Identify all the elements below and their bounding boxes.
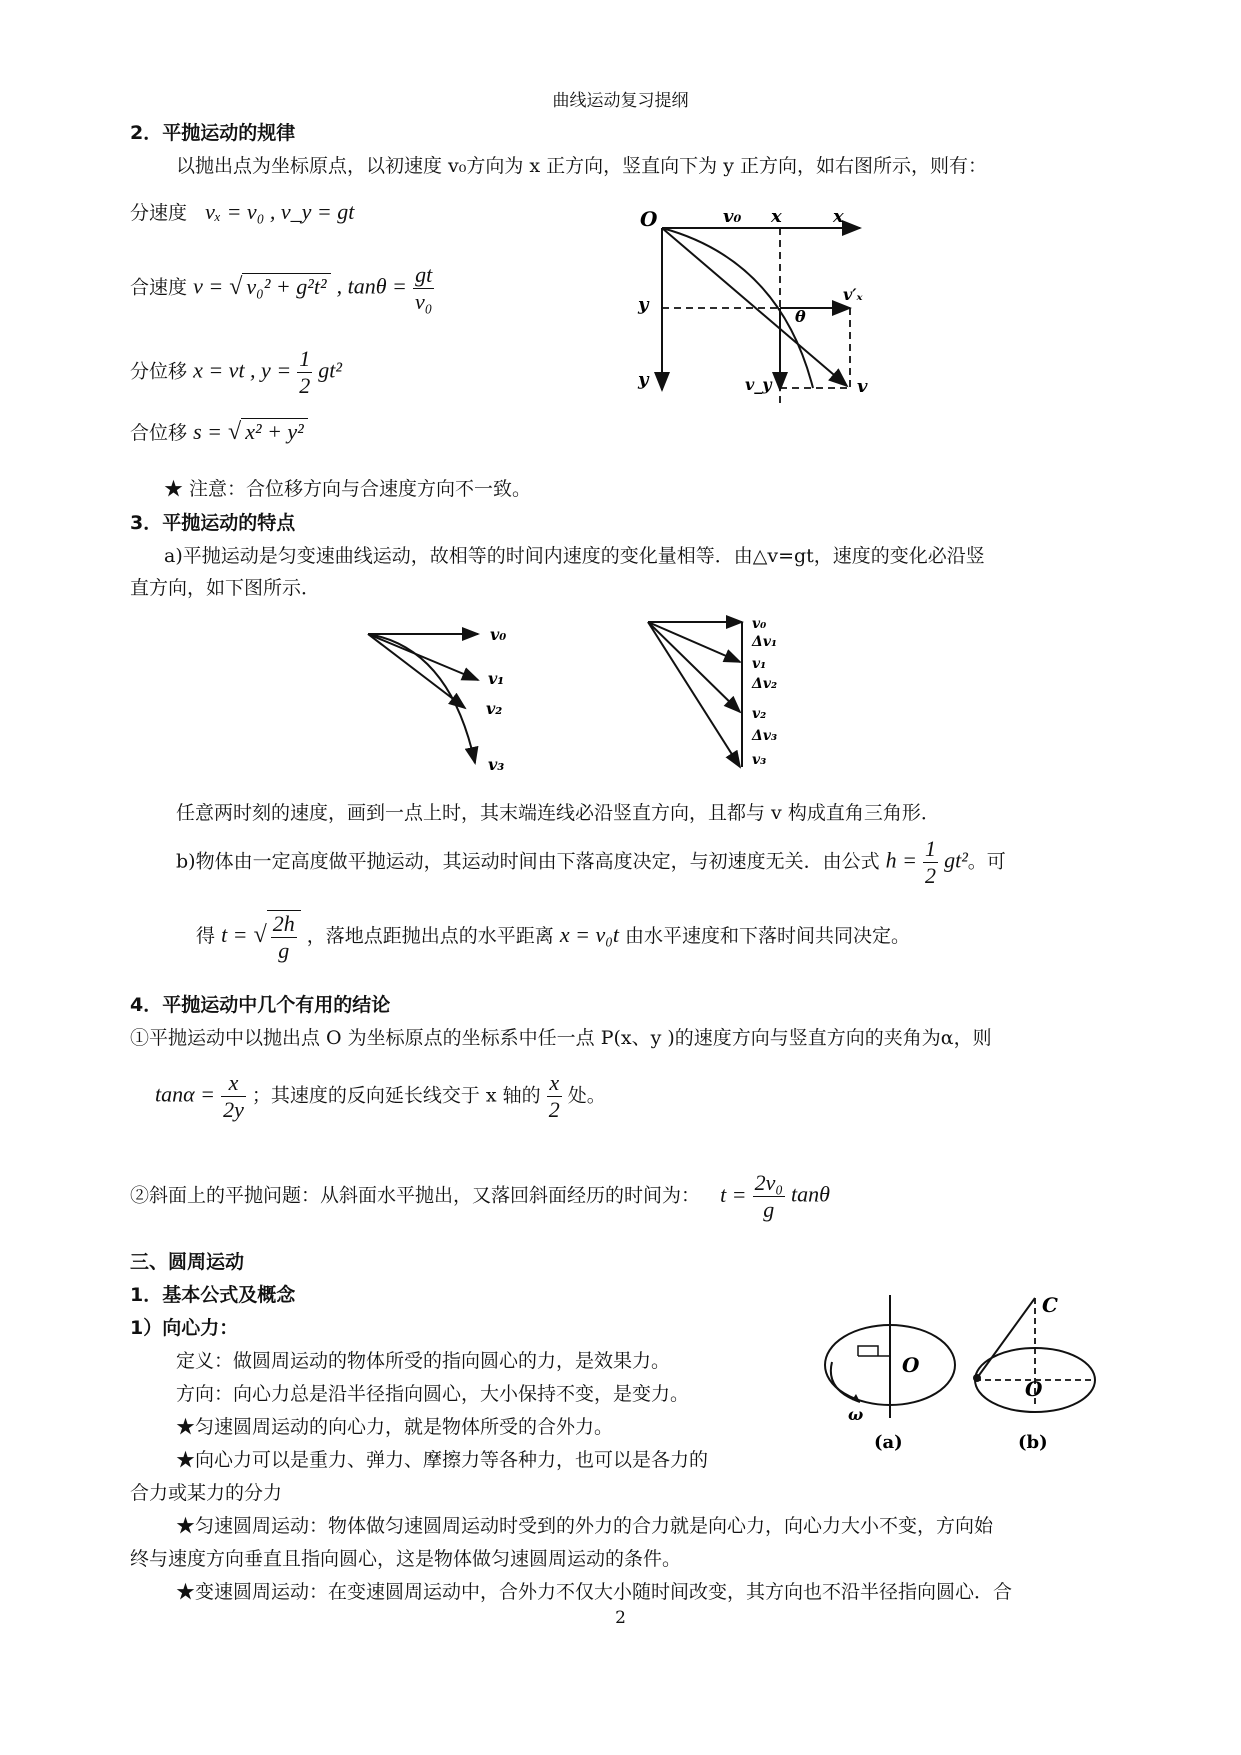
label-v0: v₀	[490, 625, 507, 644]
formula-label: 合位移	[130, 422, 188, 444]
page-header: 曲线运动复习提纲	[552, 91, 689, 111]
formula-label: 分位移	[130, 360, 188, 383]
fraction: $\frac{gt}{\text{v₀}}$	[414, 262, 433, 314]
paragraph-after-figure: 任意两时刻的速度，画到一点上时，其末端连线必沿竖直方向，且都与 v 构成直角三角形．	[176, 802, 940, 824]
label-dv3: Δv₃	[752, 728, 778, 744]
page-number: 2	[615, 1608, 626, 1628]
fraction: $\frac{x}{2}$	[548, 1070, 560, 1122]
note-line: ★ 注意：合位移方向与合速度方向不一致。	[164, 478, 532, 500]
fraction: $\frac{2h}{g}$	[272, 911, 295, 963]
definition-line: 定义：做圆周运动的物体所受的指向圆心的力，是效果力。	[176, 1350, 671, 1372]
formula-velocity-components	[130, 198, 354, 225]
conclusion-1: ①平抛运动中以抛出点 O 为坐标原点的坐标系中任一点 P(x、y )的速度方向与竖直方向的夹角为α，则	[130, 1027, 992, 1049]
formula-expr: gt²	[318, 357, 342, 383]
paragraph-b-line2: 得 t = √ $\frac{2h}{g}$ ，落地点距抛出点的水平距离 x = v₀t 由水平速度和下落时间共同决定。	[196, 911, 911, 963]
fraction: $\frac{x}{2y}$	[223, 1070, 244, 1122]
paragraph-b-line1: b)物体由一定高度做平抛运动，其运动时间由下落高度决定，与初速度无关．由公式 h = $\frac{1}{2}$ gt²。可	[176, 836, 1006, 888]
label-vy: v_y	[745, 375, 772, 394]
formula-expr: t =	[221, 922, 248, 948]
caption-a: (a)	[874, 1432, 903, 1453]
formula-expr: h =	[885, 847, 917, 873]
formula-label: 分速度	[130, 202, 188, 224]
formula-expr: tanθ	[791, 1181, 830, 1207]
velocity-vectors-figure-left	[360, 618, 560, 778]
subsection-1-title: 1．基本公式及概念	[130, 1284, 296, 1306]
conclusion-1-formula: tanα = $\frac{x}{2y}$ ；其速度的反向延长线交于 x 轴的 $\frac{x}{2}$ 处。	[155, 1070, 606, 1122]
star-line-4: ★变速圆周运动：在变速圆周运动中，合外力不仅大小随时间改变，其方向也不沿半径指向圆心．合	[176, 1581, 1013, 1603]
formula-expr: vₓ = v₀ , v_y = gt	[205, 199, 355, 224]
paragraph-a-line2: 直方向，如下图所示．	[130, 577, 321, 599]
label-omega: ω	[848, 1405, 864, 1424]
label-c: C	[1042, 1293, 1058, 1317]
sqrt-expr: v₀² + g²t²	[242, 273, 330, 300]
formula-expr: gt²	[944, 847, 968, 873]
star-line-3-cont: 终与速度方向垂直且指向圆心，这是物体做匀速圆周运动的条件。	[130, 1548, 682, 1570]
formula-expr: , tanθ =	[336, 273, 407, 299]
formula-expr: t =	[720, 1181, 747, 1207]
fraction: $\frac{\text{2v₀}}{g}$	[754, 1170, 783, 1222]
label-y-point: y	[638, 294, 649, 315]
circular-motion-figure	[820, 1290, 1110, 1460]
label-v0: v₀	[752, 616, 767, 632]
label-center-a: O	[902, 1353, 920, 1377]
label-dv1: Δv₁	[752, 634, 778, 650]
conclusion-2: ②斜面上的平抛问题：从斜面水平抛出，又落回斜面经历的时间为： t = $\frac{\text{2v₀}}{g}$ tanθ	[130, 1170, 830, 1222]
label-v0: v₀	[723, 206, 742, 227]
label-theta: θ	[795, 307, 806, 326]
section-3-title: 3．平抛运动的特点	[130, 512, 296, 534]
section-4-title: 4．平抛运动中几个有用的结论	[130, 994, 391, 1016]
formula-expr: tanα =	[155, 1081, 216, 1107]
projectile-coordinate-figure	[635, 200, 885, 410]
formula-resultant-displacement: 合位移 s = √ x² + y²	[130, 418, 308, 446]
caption-b: (b)	[1018, 1432, 1048, 1453]
paragraph-a-line1: a)平抛运动是匀变速曲线运动，故相等的时间内速度的变化量相等．由△v=gt，速度的变化必沿竖	[164, 545, 985, 567]
formula-resultant-velocity: 合速度 v = √ v₀² + g²t² , tanθ = $\frac{gt}{\text{v₀}}$	[130, 262, 433, 314]
label-v: v	[857, 376, 868, 397]
label-v1: v₁	[488, 669, 505, 688]
star-line-3: ★匀速圆周运动：物体做匀速圆周运动时受到的外力的合力就是向心力，向心力大小不变，方向始	[176, 1515, 994, 1537]
label-y-axis: y	[638, 369, 649, 390]
chapter-3-title: 三、圆周运动	[130, 1251, 245, 1273]
label-dv2: Δv₂	[752, 676, 778, 692]
velocity-triangle-figure-right	[640, 612, 810, 777]
label-v2: v₂	[752, 706, 767, 722]
direction-line: 方向：向心力总是沿半径指向圆心，大小保持不变，是变力。	[176, 1383, 690, 1405]
label-vx-prime: v′ₓ	[843, 285, 863, 304]
star-line-1: ★匀速圆周运动的向心力，就是物体所受的合外力。	[176, 1416, 614, 1438]
star-line-2: ★向心力可以是重力、弹力、摩擦力等各种力，也可以是各力的	[176, 1449, 709, 1471]
formula-displacement-components	[130, 346, 342, 399]
section-2-intro: 以抛出点为坐标原点，以初速度 v₀方向为 x 正方向，竖直向下为 y 正方向，如右图所示，则有：	[176, 155, 987, 177]
star-line-2-cont: 合力或某力的分力	[130, 1482, 283, 1504]
fraction: $\frac{1}{2}$	[925, 836, 937, 888]
sqrt-expr: x² + y²	[241, 418, 308, 445]
label-v2: v₂	[486, 699, 503, 718]
label-v1: v₁	[752, 656, 767, 672]
section-2-title: 2．平抛运动的规律	[130, 122, 296, 144]
formula-expr: s =	[193, 419, 222, 444]
formula-expr: x = v₀t	[559, 922, 619, 948]
subsection-centripetal-title: 1）向心力：	[130, 1317, 239, 1339]
label-origin: O	[640, 207, 658, 231]
label-v3: v₃	[488, 755, 505, 774]
label-center-b: O	[1025, 1377, 1043, 1401]
formula-expr: v =	[193, 273, 224, 299]
label-x-point: x	[771, 206, 782, 227]
label-x-axis: x	[833, 206, 844, 227]
formula-label: 合速度	[130, 276, 188, 299]
label-v3: v₃	[752, 752, 767, 768]
fraction: $\frac{1}{2}$	[299, 346, 311, 398]
formula-expr: x = vt , y =	[193, 357, 292, 383]
